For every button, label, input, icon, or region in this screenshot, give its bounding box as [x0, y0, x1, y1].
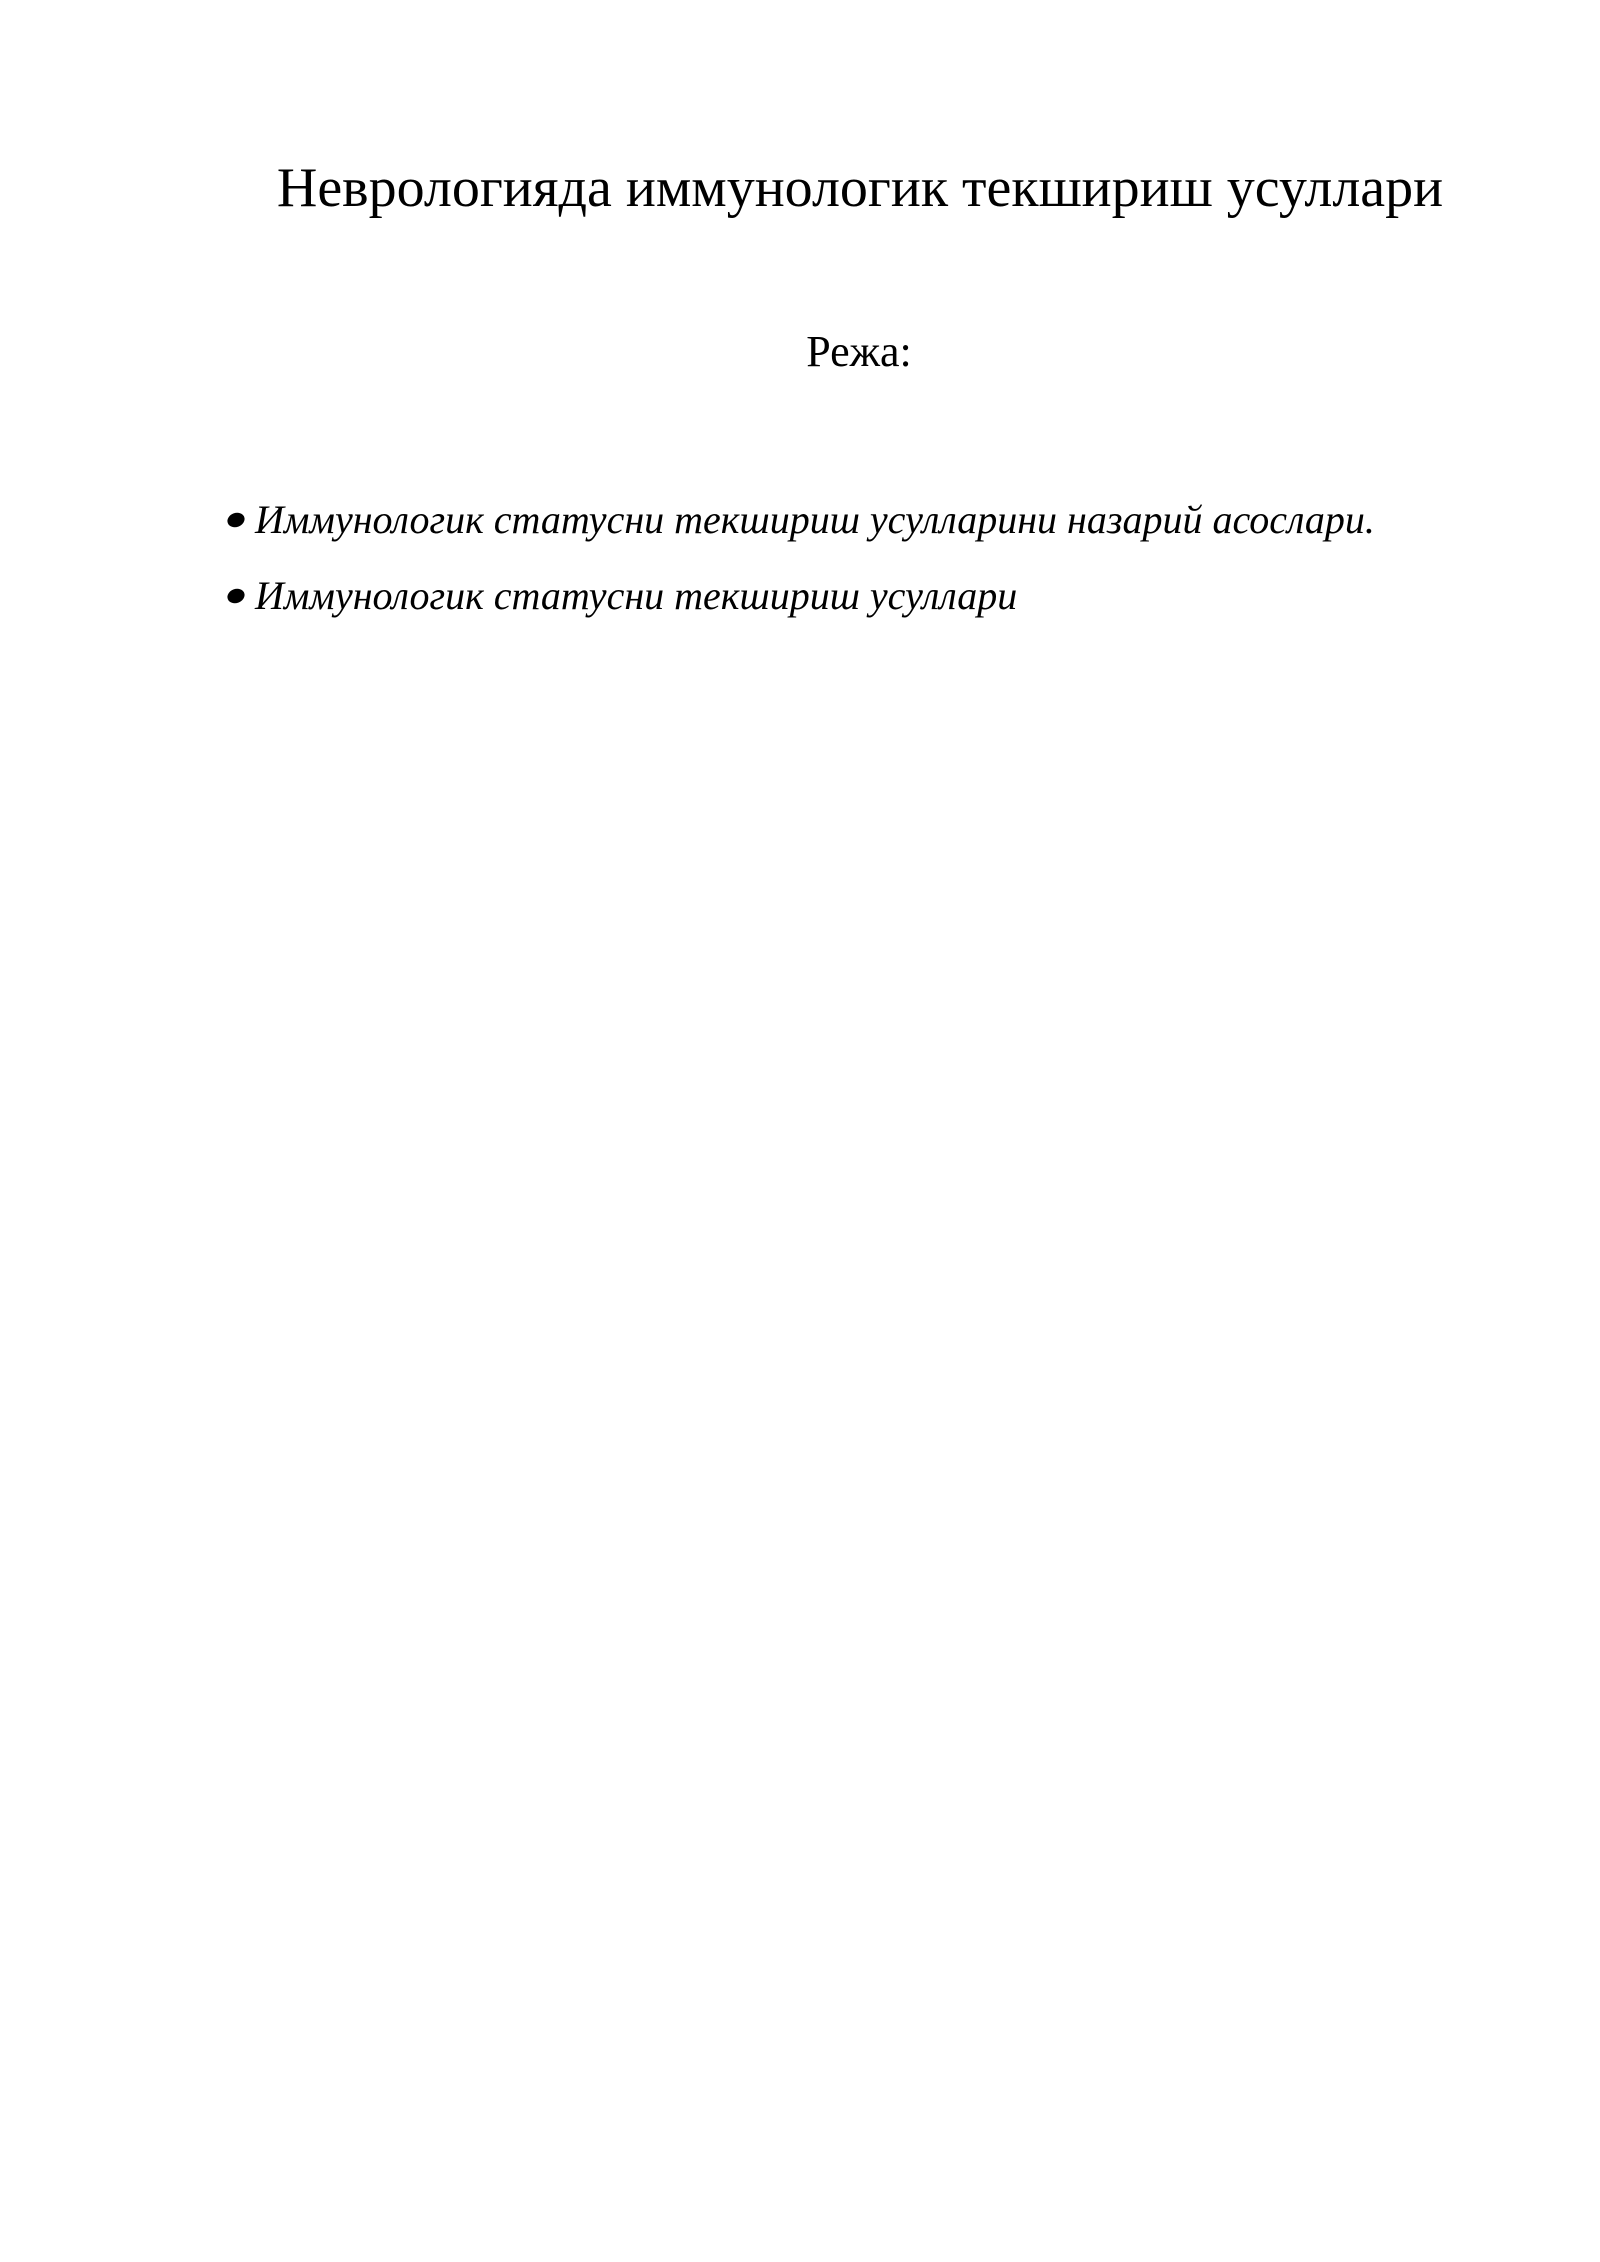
list-item-text: Иммунологик статусни текшириш усулларини назарий асослари.	[255, 497, 1375, 542]
list-item-text: Иммунологик статусни текшириш усуллари	[255, 573, 1018, 618]
document-title: Неврологияда иммунологик текшириш усуллари	[276, 157, 1444, 219]
list-item	[229, 482, 1379, 558]
bullet-icon	[225, 586, 246, 605]
plan-heading: Режа:	[806, 327, 912, 376]
plan-list	[229, 482, 1379, 634]
bullet-icon	[225, 510, 246, 529]
list-item	[229, 558, 1379, 634]
